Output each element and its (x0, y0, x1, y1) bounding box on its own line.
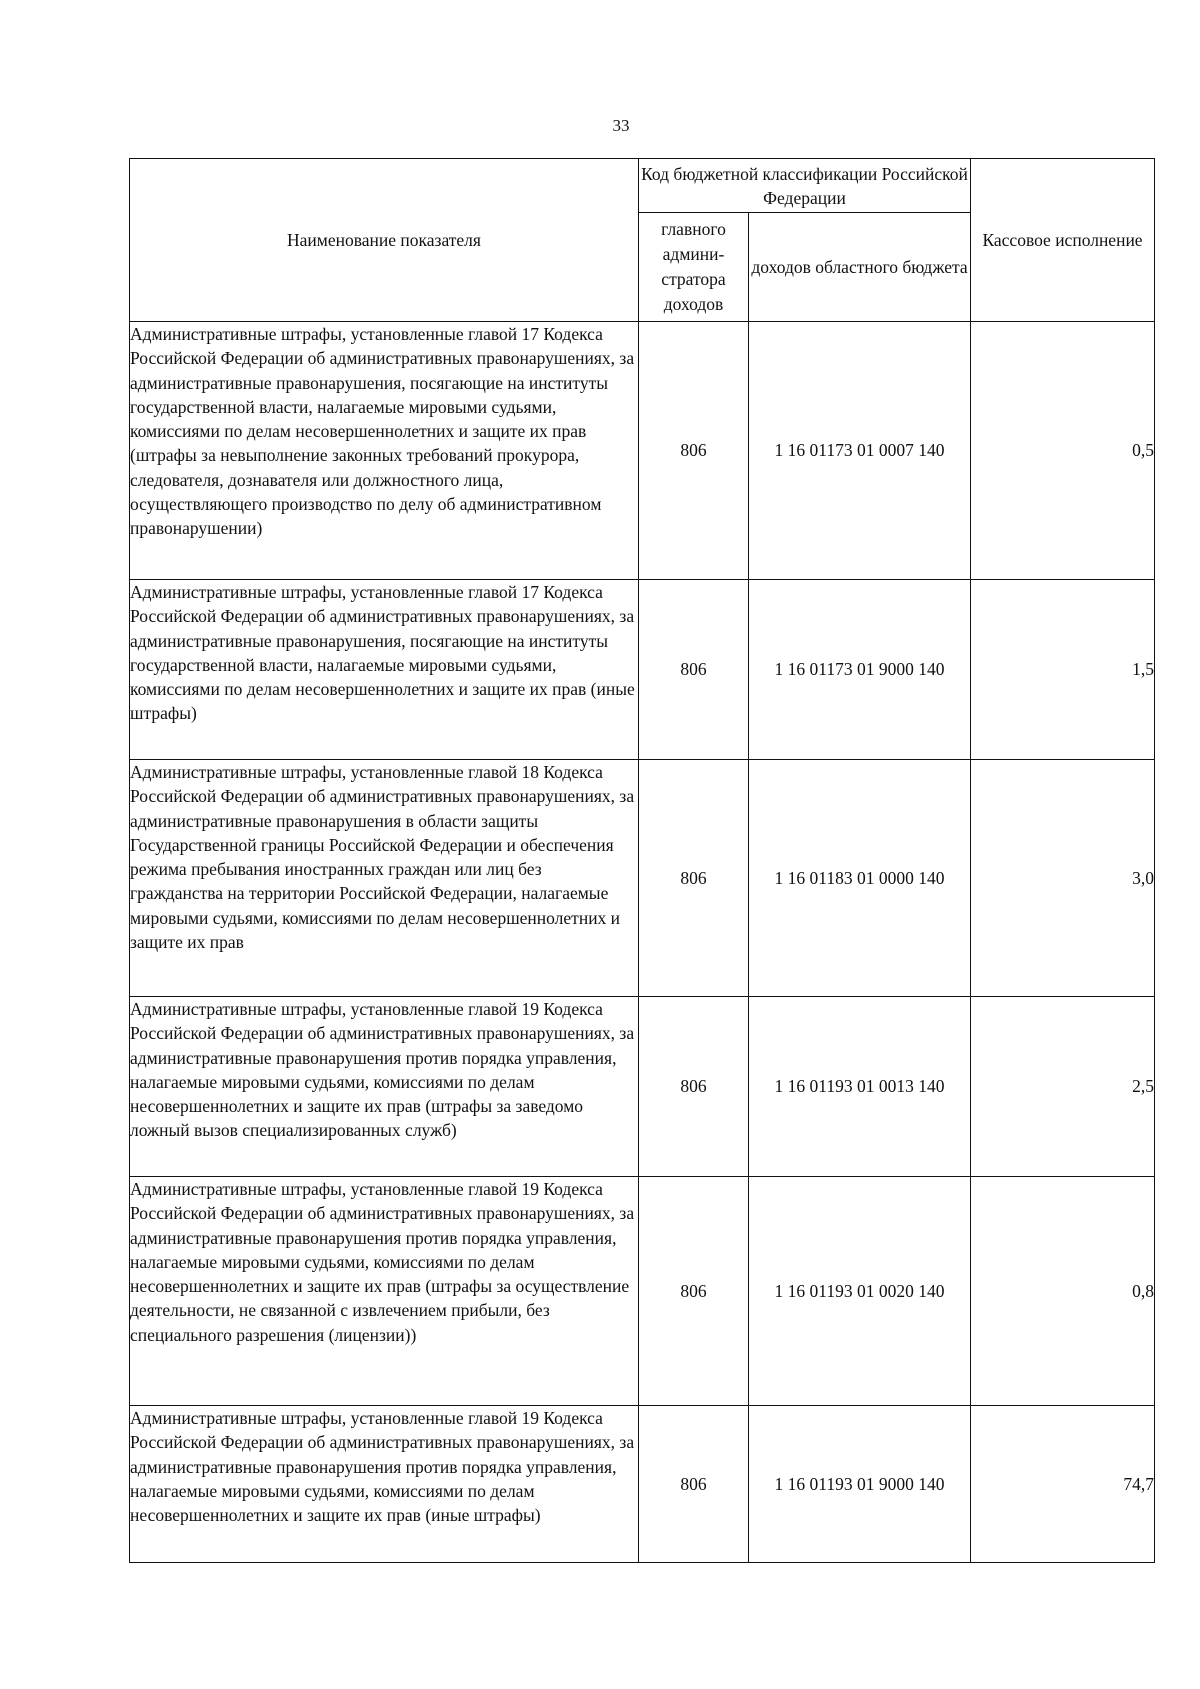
row-cash-execution: 0,8 (971, 1177, 1155, 1406)
row-indicator-name: Административные штрафы, установленные главой 17 Кодекса Российской Федерации об административных правонарушениях, за административные правонарушения, посягающие на институты государственной власти, налагаемые мировыми судьями, комиссиями по делам несовершеннолетних и защите их прав (штрафы за невыполнение законных требований прокурора, следователя, дознавателя или должностного лица, осуществляющего производство по делу об административном правонарушении) (130, 322, 639, 580)
table-row (130, 997, 1155, 1177)
row-budget-code: 1 16 01193 01 9000 140 (749, 1406, 971, 1563)
header-row-top (130, 159, 1155, 213)
row-indicator-name: Административные штрафы, установленные главой 19 Кодекса Российской Федерации об административных правонарушениях, за административные правонарушения против порядка управления, налагаемые мировыми судьями, комиссиями по делам несовершеннолетних и защите их прав (штрафы за заведомо ложный вызов специализированных служб) (130, 997, 639, 1177)
row-indicator-name: Административные штрафы, установленные главой 19 Кодекса Российской Федерации об административных правонарушениях, за административные правонарушения против порядка управления, налагаемые мировыми судьями, комиссиями по делам несовершеннолетних и защите их прав (штрафы за осуществление деятельности, не связанной с извлечением прибыли, без специального разрешения (лицензии)) (130, 1177, 639, 1406)
row-indicator-name: Административные штрафы, установленные главой 17 Кодекса Российской Федерации об административных правонарушениях, за административные правонарушения, посягающие на институты государственной власти, налагаемые мировыми судьями, комиссиями по делам несовершеннолетних и защите их прав (иные штрафы) (130, 580, 639, 760)
row-cash-execution: 2,5 (971, 997, 1155, 1177)
row-indicator-name: Административные штрафы, установленные главой 19 Кодекса Российской Федерации об административных правонарушениях, за административные правонарушения против порядка управления, налагаемые мировыми судьями, комиссиями по делам несовершеннолетних и защите их прав (иные штрафы) (130, 1406, 639, 1563)
budget-revenue-table (129, 158, 1155, 1563)
row-admin-code: 806 (639, 1406, 749, 1563)
header-classification-code: Код бюджетной классификации Российской Федерации (639, 159, 971, 213)
row-budget-code: 1 16 01173 01 9000 140 (749, 580, 971, 760)
row-budget-code: 1 16 01173 01 0007 140 (749, 322, 971, 580)
row-cash-execution: 74,7 (971, 1406, 1155, 1563)
table-row (130, 1177, 1155, 1406)
header-regional-budget-revenue: доходов областного бюджета (749, 213, 971, 322)
page-number: 33 (612, 116, 630, 135)
row-cash-execution: 3,0 (971, 760, 1155, 997)
row-indicator-name: Административные штрафы, установленные главой 18 Кодекса Российской Федерации об административных правонарушениях, за административные правонарушения в области защиты Государственной границы Российской Федерации и обеспечения режима пребывания иностранных граждан или лиц без гражданства на территории Российской Федерации, налагаемые мировыми судьями, комиссиями по делам несовершеннолетних и защите их прав (130, 760, 639, 997)
table-row (130, 580, 1155, 760)
row-admin-code: 806 (639, 997, 749, 1177)
row-cash-execution: 1,5 (971, 580, 1155, 760)
table-row (130, 1406, 1155, 1563)
row-admin-code: 806 (639, 760, 749, 997)
table-row (130, 760, 1155, 997)
table-row (130, 322, 1155, 580)
row-budget-code: 1 16 01193 01 0020 140 (749, 1177, 971, 1406)
row-budget-code: 1 16 01193 01 0013 140 (749, 997, 971, 1177)
header-cash-execution: Кассовое исполнение (971, 159, 1155, 322)
row-admin-code: 806 (639, 1177, 749, 1406)
row-admin-code: 806 (639, 322, 749, 580)
row-budget-code: 1 16 01183 01 0000 140 (749, 760, 971, 997)
row-cash-execution: 0,5 (971, 322, 1155, 580)
row-admin-code: 806 (639, 580, 749, 760)
header-chief-administrator: главного админи-стратора доходов (639, 213, 749, 322)
header-indicator-name: Наименование показателя (130, 159, 639, 322)
